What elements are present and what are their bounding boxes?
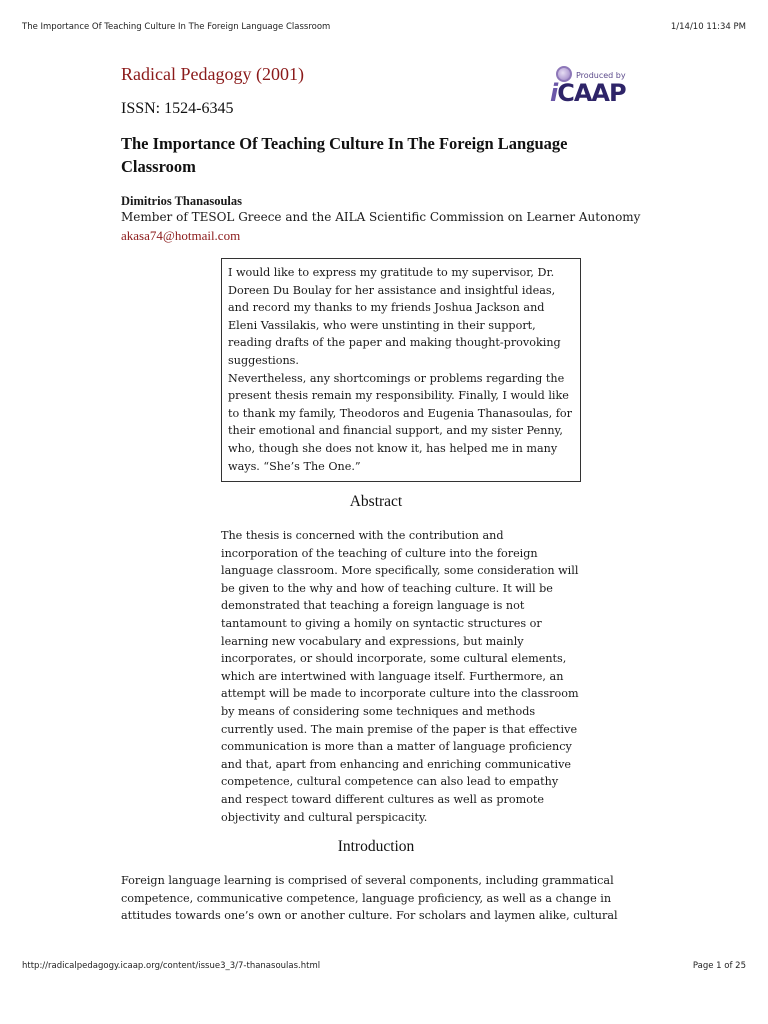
acknowledgement-paragraph-2: Nevertheless, any shortcomings or problems regarding the present thesis remain my responsibility. Finally, I would like to thank my family, Theodoros and Eugenia Thanasoulas, for their emotional and financial support, and my sister Penny, who, though she does not know it, has helped me in many ways. “She’s The One.” [228, 371, 572, 473]
introduction-text: Foreign language learning is comprised of several components, including grammatical competence, communicative competence, language proficiency, as well as a change in attitudes towards one’s own or another culture. For scholars and laymen alike, cultural [121, 874, 618, 923]
icaap-brand-prefix: i [550, 79, 558, 107]
author-name: Dimitrios Thanasoulas [121, 194, 242, 208]
abstract-heading: Abstract [349, 493, 403, 510]
print-footer [22, 961, 746, 971]
author-email-link[interactable]: akasa74@hotmail.com [121, 228, 241, 243]
icaap-brand-rest: CAAP [557, 79, 626, 107]
print-header [22, 22, 746, 32]
produced-by-label: Produced by [576, 71, 626, 80]
introduction-heading: Introduction [337, 838, 415, 855]
issn: ISSN: 1524-6345 [121, 100, 234, 117]
article-title: The Importance Of Teaching Culture In The Foreign Language Classroom [121, 134, 568, 176]
icaap-brand [550, 79, 626, 107]
print-header-datetime: 1/14/10 11:34 PM [670, 22, 746, 32]
acknowledgement-paragraph-1: I would like to express my gratitude to my supervisor, Dr. Doreen Du Boulay for her assistance and insightful ideas, and record my thanks to my friends Joshua Jackson and Eleni Vassilakis, who were unstinting in their support, reading drafts of the paper and making thought-provoking suggestions. [228, 266, 561, 367]
print-footer-url: http://radicalpedagogy.icaap.org/content/issue3_3/7-thanasoulas.html [22, 961, 321, 971]
print-header-title: The Importance Of Teaching Culture In The Foreign Language Classroom [22, 22, 331, 32]
acknowledgement-box [221, 258, 581, 482]
icaap-logo[interactable] [546, 64, 628, 108]
author-affiliation: Member of TESOL Greece and the AILA Scientific Commission on Learner Autonomy [121, 210, 641, 224]
journal-title: Radical Pedagogy (2001) [121, 64, 304, 84]
abstract-text: The thesis is concerned with the contribution and incorporation of the teaching of culture into the foreign language classroom. More specifically, some consideration will be given to the why and how of teaching culture. It will be demonstrated that teaching a foreign language is not tantamount to giving a homily on syntactic structures or learning new vocabulary and expressions, but mainly incorporates, or should incorporate, some cultural elements, which are intertwined with language itself. Furthermore, an attempt will be made to incorporate culture into the classroom by means of considering some techniques and methods currently used. The main premise of the paper is that effective communication is more than a matter of language proficiency and that, apart from enhancing and enriching communicative competence, cultural competence can also lead to empathy and respect toward different cultures as well as promote objectivity and cultural perspicacity. [221, 529, 579, 824]
print-footer-page: Page 1 of 25 [692, 961, 746, 971]
